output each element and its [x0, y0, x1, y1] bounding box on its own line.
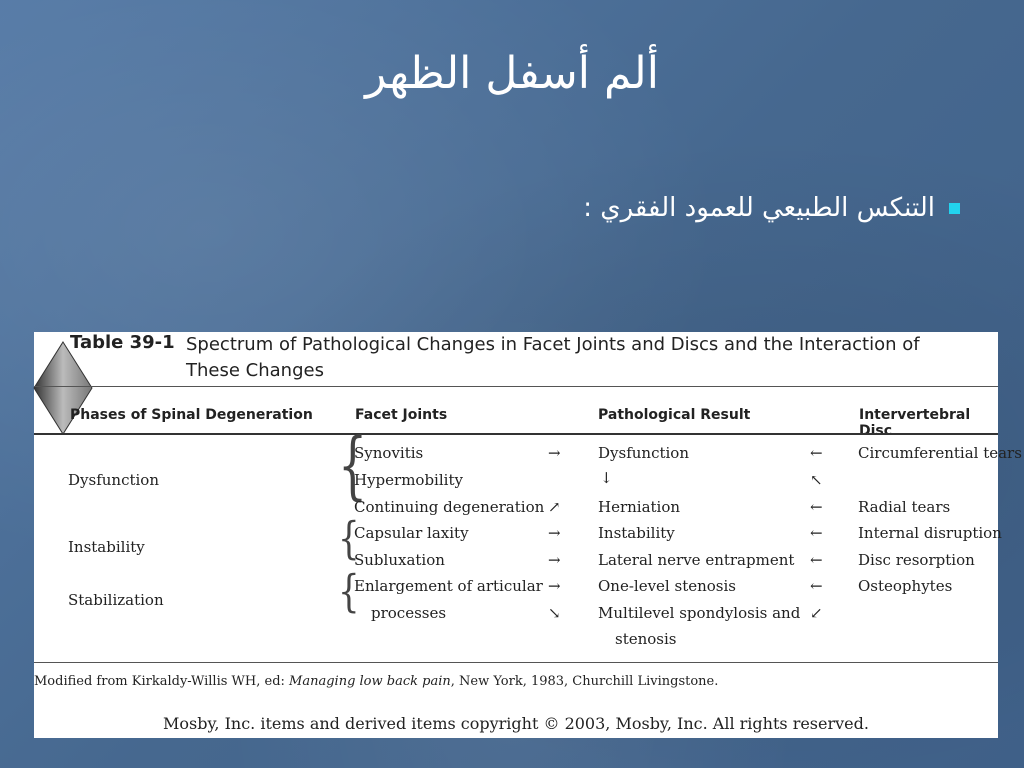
- phase-stabilization: Stabilization: [68, 591, 164, 609]
- result-item: One-level stenosis: [598, 577, 736, 595]
- slide-title: ألم أسفل الظهر: [365, 48, 659, 99]
- divider: [34, 662, 998, 663]
- result-item: stenosis: [615, 630, 677, 648]
- arrow-icon: ←: [810, 524, 823, 542]
- down-arrow-icon: ↓: [600, 469, 613, 487]
- arrow-icon: ↘: [548, 604, 561, 622]
- facet-item: Subluxation: [354, 551, 445, 569]
- bullet-item: [583, 193, 960, 223]
- disc-item: Disc resorption: [858, 551, 975, 569]
- brace-instability: {: [338, 513, 360, 565]
- footnote-book-title: Managing low back pain: [289, 674, 451, 689]
- bullet-text: التنكس الطبيعي للعمود الفقري :: [583, 193, 935, 223]
- facet-item: Capsular laxity: [354, 524, 469, 542]
- arrow-icon: →: [548, 444, 561, 462]
- divider: [34, 433, 998, 435]
- header-phases: Phases of Spinal Degeneration: [70, 407, 313, 423]
- header-disc: Intervertebral Disc: [859, 407, 971, 439]
- facet-item: processes: [371, 604, 447, 622]
- arrow-icon: ↗: [548, 498, 561, 516]
- copyright-notice: Mosby, Inc. items and derived items copyright © 2003, Mosby, Inc. All rights reserved.: [163, 714, 869, 733]
- arrow-icon: ←: [810, 551, 823, 569]
- header-facet: Facet Joints: [355, 407, 448, 423]
- disc-item: Radial tears: [858, 498, 951, 516]
- disc-item: Internal disruption: [858, 524, 1002, 542]
- table-footnote: [34, 674, 718, 689]
- footnote-text: Modified from Kirkaldy-Willis WH, ed:: [34, 674, 290, 689]
- table-figure: [34, 332, 1022, 738]
- arrow-icon: ←: [810, 577, 823, 595]
- disc-item: Circumferential tears: [858, 444, 1022, 462]
- facet-item: Continuing degeneration: [354, 498, 545, 516]
- divider: [34, 386, 998, 387]
- result-item: Herniation: [598, 498, 681, 516]
- facet-item: Enlargement of articular: [354, 577, 543, 595]
- bullet-square-icon: [949, 203, 960, 214]
- arrow-icon: ↙: [810, 604, 823, 622]
- facet-item: Synovitis: [354, 444, 424, 462]
- result-item: Dysfunction: [598, 444, 689, 462]
- facet-item: Hypermobility: [354, 471, 463, 489]
- arrow-icon: →: [548, 551, 561, 569]
- arrow-icon: →: [548, 524, 561, 542]
- table-caption: Spectrum of Pathological Changes in Facet Joints and Discs and the Interaction of These Changes: [186, 334, 920, 381]
- table-label: Table 39-1: [70, 332, 175, 353]
- arrow-icon: →: [548, 577, 561, 595]
- footnote-text: , New York, 1983, Churchill Livingstone.: [450, 674, 719, 689]
- result-item: Instability: [598, 524, 675, 542]
- phase-instability: Instability: [68, 538, 145, 556]
- disc-item: Osteophytes: [858, 577, 953, 595]
- phase-dysfunction: Dysfunction: [68, 471, 159, 489]
- header-result: Pathological Result: [598, 407, 751, 423]
- brace-dysfunction: {: [338, 421, 368, 509]
- arrow-icon: ←: [810, 498, 823, 516]
- result-item: Lateral nerve entrapment: [598, 551, 795, 569]
- result-item: Multilevel spondylosis and: [598, 604, 801, 622]
- brace-stabilization: {: [338, 566, 360, 618]
- arrow-icon: ←: [810, 444, 823, 462]
- arrow-icon: ↖: [810, 471, 823, 489]
